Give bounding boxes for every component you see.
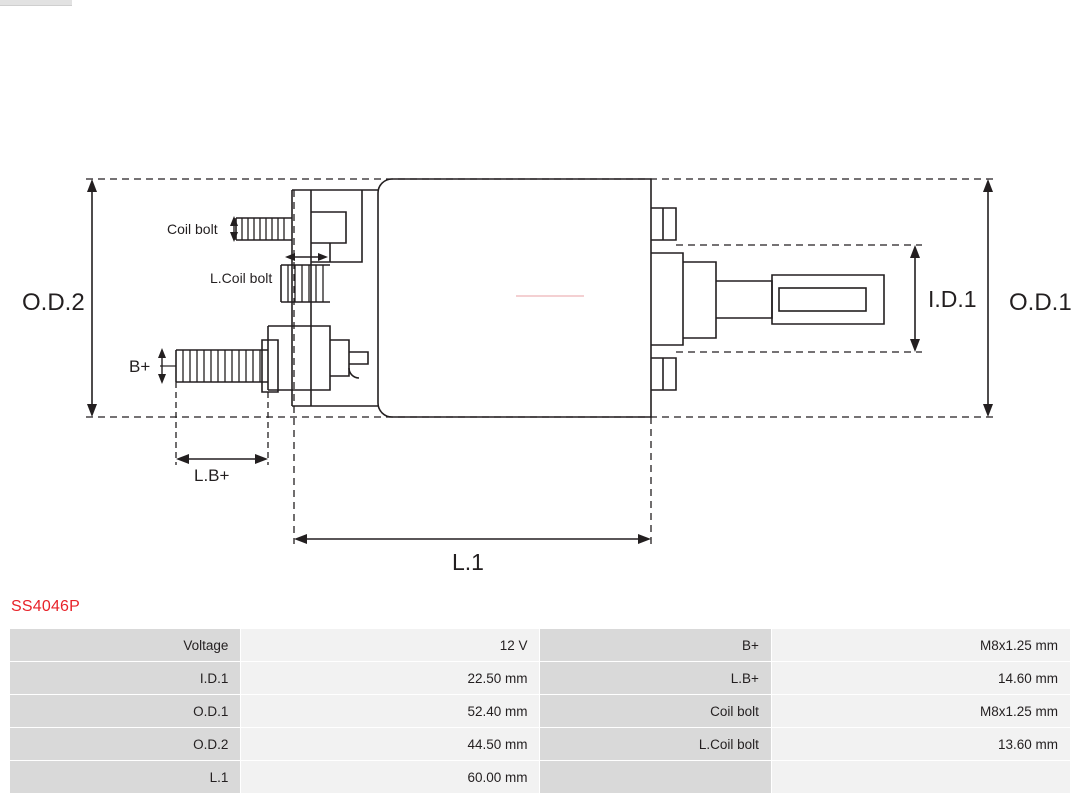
label-od2: O.D.2	[22, 289, 85, 316]
spec-value: 44.50 mm	[241, 728, 540, 761]
spec-label: O.D.2	[10, 728, 241, 761]
spec-label: Coil bolt	[540, 695, 771, 728]
specification-table	[10, 628, 1070, 794]
label-od1: O.D.1	[1009, 289, 1072, 316]
spec-label: B+	[540, 629, 771, 662]
spec-label: L.1	[10, 761, 241, 794]
spec-value: 52.40 mm	[241, 695, 540, 728]
spec-value: 22.50 mm	[241, 662, 540, 695]
label-lbplus: L.B+	[194, 466, 230, 485]
table-row	[10, 629, 1070, 662]
spec-table-body	[10, 629, 1070, 794]
table-row	[10, 728, 1070, 761]
spec-value: 60.00 mm	[241, 761, 540, 794]
spec-label-empty	[540, 761, 771, 794]
spec-value: M8x1.25 mm	[771, 629, 1070, 662]
spec-value: M8x1.25 mm	[771, 695, 1070, 728]
table-row	[10, 662, 1070, 695]
label-l-coil-bolt: L.Coil bolt	[210, 270, 273, 286]
label-id1: I.D.1	[928, 286, 977, 312]
spec-value: 14.60 mm	[771, 662, 1070, 695]
spec-label: Voltage	[10, 629, 241, 662]
spec-label: L.Coil bolt	[540, 728, 771, 761]
table-row	[10, 761, 1070, 794]
label-l1: L.1	[452, 549, 484, 575]
spec-value-empty	[771, 761, 1070, 794]
label-coil-bolt: Coil bolt	[167, 221, 218, 237]
table-row	[10, 695, 1070, 728]
spec-label: L.B+	[540, 662, 771, 695]
spec-label: O.D.1	[10, 695, 241, 728]
spec-value: 13.60 mm	[771, 728, 1070, 761]
label-bplus: B+	[129, 357, 151, 376]
spec-value: 12 V	[241, 629, 540, 662]
part-code: SS4046P	[11, 598, 81, 615]
spec-label: I.D.1	[10, 662, 241, 695]
